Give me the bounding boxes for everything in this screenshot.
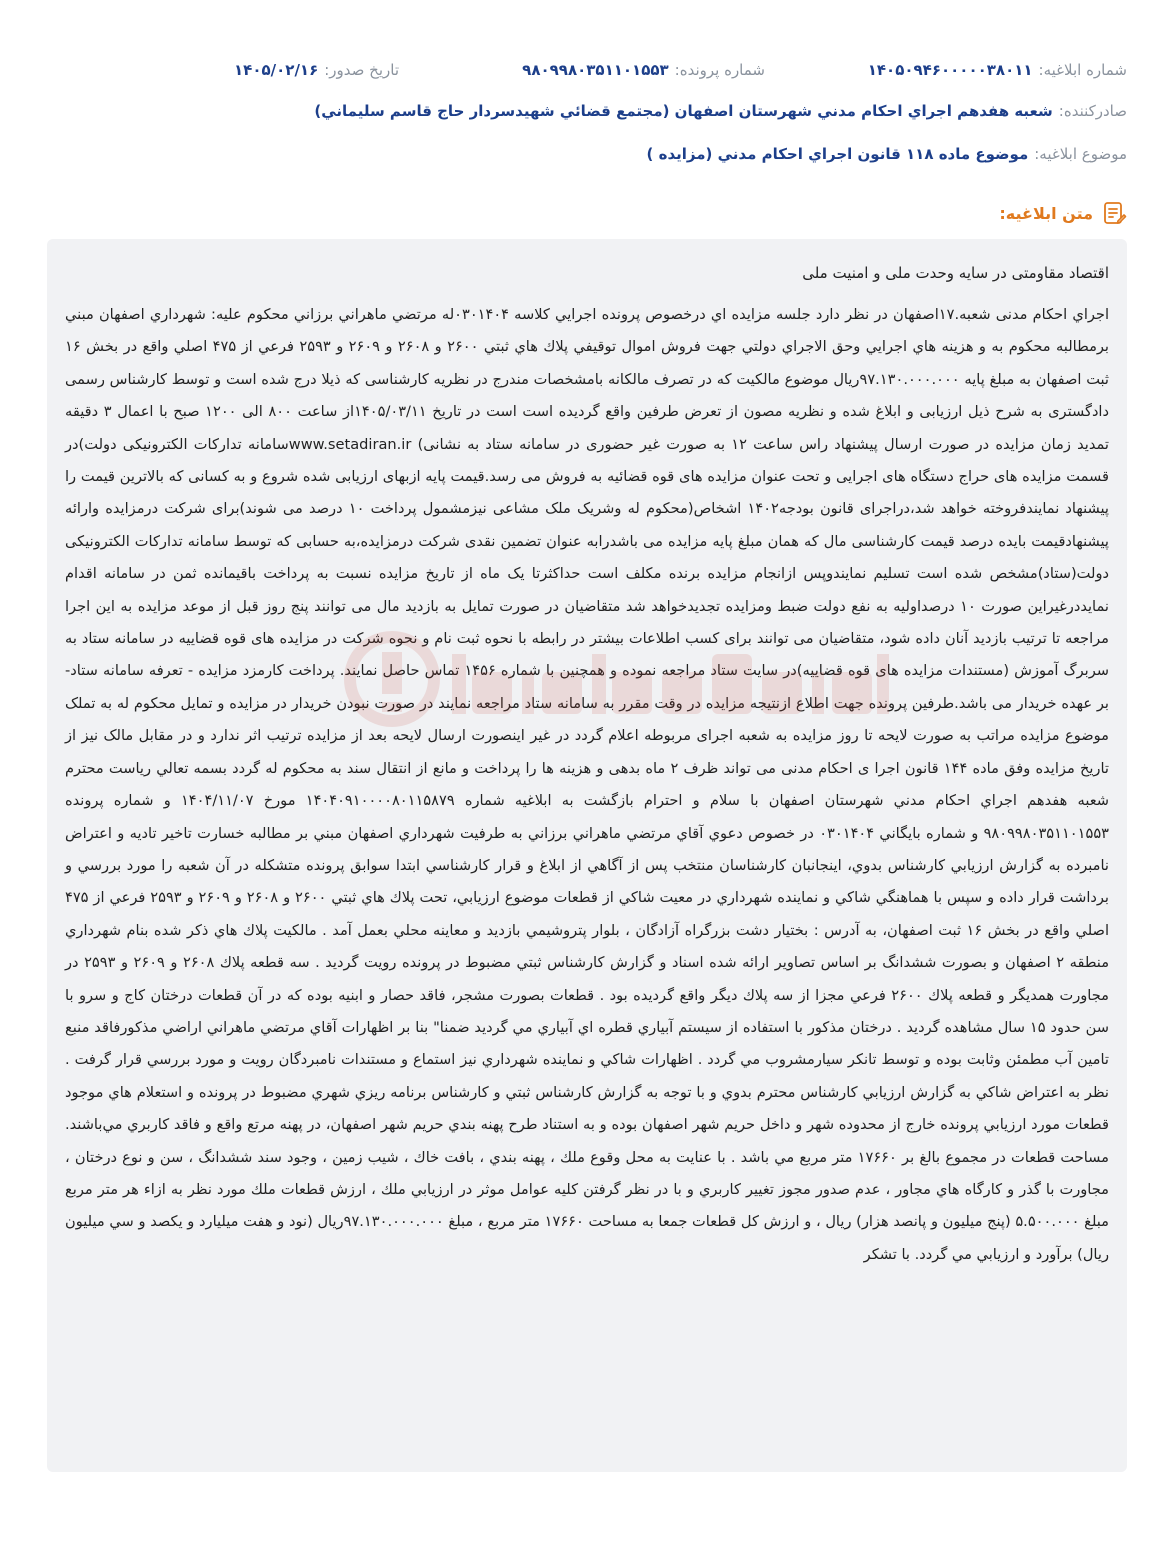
notice-number	[868, 61, 1127, 79]
notice-body: اجراي احكام مدنی شعبه.۱۷اصفهان در نظر دارد جلسه مزايده اي درخصوص پرونده اجرايي كلاسه ۰۳۰۱۴۰۴له مرتضي ماهراني برزاني محكوم عليه: شهرداري اصفهان مبني برمطالبه محكوم به و هزينه هاي اجرايي وحق الاجراي دولتي جهت فروش اموال توقيفي پلاك هاي ثبتي ۲۶۰۰ و ۲۶۰۸ و ۲۶۰۹ و ۲۵۹۳ فرعي از ۴۷۵ اصلي واقع در بخش ۱۶ ثبت اصفهان به مبلغ پايه ۹۷.۱۳۰.۰۰۰.۰۰۰ريال موضوع مالكيت كه در تصرف مالكانه بامشخصات مندرج در نظريه كارشناسی كه ذيلا درج شده است و توسط كارشناس رسمی دادگستری به شرح ذيل ارزيابی و ابلاغ شده و نظريه مصون از تعرض طرفين واقع گرديده است است در تاريخ ۱۴۰۵/۰۳/۱۱از ساعت ۸۰۰ الی ۱۲۰۰ صبح با اعمال ۳ دقيقه تمديد زمان مزايده در صورت ارسال پيشنهاد راس ساعت ۱۲ به صورت غير حضوری در سامانه ستاد به نشانی) www.setadiran.irسامانه تداركات الكترونيكی دولت)در قسمت مزايده های حراج دستگاه های اجرايی و تحت عنوان مزايده های قوه قضائيه به فروش می رسد.قيمت پايه ازبهای ارزيابی شده شروع و به كسانی كه بالاترين قيمت را پيشنهاد نمايندفروخته خواهد شد،دراجرای قانون بودجه۱۴۰۲ اشخاص(محكوم له وشريک ملک مشاعی نيزمشمول پرداخت ۱۰ درصد می شوند)برای شركت درمزايده وارائه پيشنهادقيمت بايده درصد قيمت كارشناسی مال كه همان مبلغ پايه مزايده می باشدرابه عنوان تضمين نقدی شركت درمزايده،به حسابی كه توسط سامانه تداركات الكترونيكی دولت(ستاد)مشخص شده است تسليم نمايندوپس ازانجام مزايده برنده مكلف است حداكثرتا يک ماه از تاريخ مزايده نسبت به پرداخت باقيمانده ثمن در سامانه اقدام نمايددرغيراين صورت ۱۰ درصداوليه به نفع دولت ضبط ومزايده تجديدخواهد شد متقاضيان در صورت تمايل به بازديد مال می توانند پنج روز قبل از موعد مزايده به اين اجرا مراجعه تا ترتيب بازديد آنان داده شود، متقاضيان می توانند برای كسب اطلاعات بيشتر در رابطه با نحوه ثبت نام و نحوه شركت در مزايده های قوه قضاييه در سامانه ستاد به سربرگ آموزش (مستندات مزايده های قوه قضاييه)در سايت ستاد مراجعه نموده و همچنين با شماره ۱۴۵۶ تماس حاصل نمايند. پرداخت كارمزد مزايده - تعرفه سامانه ستاد- بر عهده خريدار می باشد.طرفين پرونده جهت اطلاع ازنتيجه مزايده در وقت مقرر به سامانه ستاد مراجعه نمايند در صورت نبودن خريدار در مزايده و تمايل محكوم له به تملک موضوع مزايده مراتب به صورت لايحه تا روز مزايده به شعبه اجرای مربوطه اعلام گردد در غير اينصورت ارسال لايحه بعد از مزايده ترتيب اثر ندارد و در مقابل مالک نيز از تاريخ مزايده وفق ماده ۱۴۴ قانون اجرا ی احكام مدنی می تواند ظرف ۲ ماه بدهی و هزينه ها را پرداخت و مانع از انتقال سند به محكوم له گردد بسمه تعالي رياست محترم شعبه هفدهم اجراي احكام مدني شهرستان اصفهان با سلام و احترام بازگشت به ابلاغيه شماره ۱۴۰۴۰۹۱۰۰۰۰۸۰۱۱۵۸۷۹ مورخ ۱۴۰۴/۱۱/۰۷ و شماره پرونده ۹۸۰۹۹۸۰۳۵۱۱۰۱۵۵۳ و شماره بايگاني ۰۳۰۱۴۰۴ در خصوص دعوي آقاي مرتضي ماهراني برزاني به طرفيت شهرداري اصفهان مبني بر مطالبه خسارت تاخير تاديه و اعتراض نامبرده به گزارش ارزيابي كارشناس بدوي، اينجانبان كارشناسان منتخب پس از آگاهي از ابلاغ و قرار كارشناسي ابتدا سوابق پرونده متشكله در آن شعبه را مورد بررسي و برداشت قرار داده و سپس با هماهنگي شاكي و نماينده شهرداري در معيت شاكي از قطعات موضوع ارزيابي، تحت پلاك هاي ثبتي ۲۶۰۰ و ۲۶۰۸ و ۲۶۰۹ و ۲۵۹۳ فرعي از ۴۷۵ اصلي واقع در بخش ۱۶ ثبت اصفهان، به آدرس : بختيار دشت بزرگراه آزادگان ، بلوار پتروشيمي بازديد و معاينه محلي بعمل آمد . مالكيت پلاك هاي ذكر شده بنام شهرداري منطقه ۲ اصفهان و بصورت ششدانگ بر اساس تصاوير ارائه شده اسناد و گزارش كارشناس ثبتي مضبوط در پرونده رويت گرديد . سه قطعه پلاك ۲۶۰۸ و ۲۶۰۹ و ۲۵۹۳ در مجاورت همديگر و قطعه پلاك ۲۶۰۰ فرعي مجزا از سه پلاك ديگر واقع گرديده بود . قطعات بصورت مشجر، فاقد حصار و ابنيه بوده كه در آن قطعات درختان كاج و سرو با سن حدود ۱۵ سال مشاهده گرديد . درختان مذكور با استفاده از سيستم آبياري قطره اي آبياري مي گرديد ضمنا" بنا بر اظهارات آقاي مرتضي ماهراني اراضي مذكورفاقد منبع تامين آب مطمئن وثابت بوده و توسط تانكر سيارمشروب مي گردد . اظهارات شاكي و نماينده شهرداري نيز استماع و مستندات نامبردگان رويت و مورد بررسي قرار گرفت . نظر به اعتراض شاكي به گزارش ارزيابي كارشناس محترم بدوي و با توجه به گزارش كارشناس ثبتي و كارشناس برنامه ريزي شهري مضبوط در پرونده و استعلام هاي موجود قطعات مورد ارزيابي پرونده خارج از محدوده شهر و داخل حريم شهر اصفهان بوده و به استناد طرح پهنه بندي حريم شهر اصفهان، در پهنه مرتع واقع و فاقد كاربري مي‌باشند. مساحت قطعات در مجموع بالغ بر ۱۷۶۶۰ متر مربع مي باشد . با عنايت به محل وقوع ملك ، پهنه بندي ، بافت خاك ، شيب زمين ، وجود سند ششدانگ ، سن و نوع درختان ، مجاورت با گذر و كارگاه هاي مجاور ، عدم صدور مجوز تغيير كاربري و با در نظر گرفتن كليه عوامل موثر در ارزيابي ملك ، ارزش قطعات ملك مورد نظر به ازاء هر متر مربع مبلغ ۵.۵۰۰.۰۰۰ (پنج ميليون و پانصد هزار) ريال ، و ارزش كل قطعات جمعا به مساحت ۱۷۶۶۰ متر مربع ، مبلغ ۹۷.۱۳۰.۰۰۰.۰۰۰ريال (نود و هفت ميليارد و يكصد و سي ميليون ريال) برآورد و ارزيابي مي گردد. با تشكر	[65, 306, 1110, 1263]
notice-slogan: اقتصاد مقاومتی در سایه وحدت ملی و امنیت ملی	[802, 264, 1109, 282]
notice-number-label: شماره ابلاغیه:	[1038, 61, 1127, 79]
case-number	[522, 61, 765, 79]
subject-label: موضوع ابلاغیه:	[1034, 145, 1127, 163]
subject-value: موضوع ماده ۱۱۸ قانون اجراي احكام مدني (مزايده )	[646, 145, 1029, 163]
issue-date-label: تاریخ صدور:	[324, 61, 399, 79]
header-row-ids	[40, 58, 1127, 82]
issuer-label: صادرکننده:	[1058, 102, 1127, 120]
notice-text-title: متن ابلاغیه:	[999, 203, 1093, 223]
issue-date	[234, 61, 399, 79]
notice-number-value: ۱۴۰۵۰۹۴۶۰۰۰۰۰۳۸۰۱۱	[867, 61, 1033, 79]
case-number-label: شماره پرونده:	[674, 61, 765, 79]
issuer-value: شعبه هفدهم اجراي احكام مدني شهرستان اصفهان (مجتمع قضائي شهيدسردار حاج قاسم سليماني)	[314, 102, 1053, 120]
notice-text-heading	[999, 200, 1127, 226]
issuer-row	[40, 99, 1127, 123]
case-number-value: ۹۸۰۹۹۸۰۳۵۱۱۰۱۵۵۳	[522, 61, 669, 79]
notice-content-box	[47, 239, 1127, 1472]
notice-text-icon	[1101, 200, 1127, 226]
issue-date-value: ۱۴۰۵/۰۲/۱۶	[234, 61, 319, 79]
subject-row	[40, 142, 1127, 166]
